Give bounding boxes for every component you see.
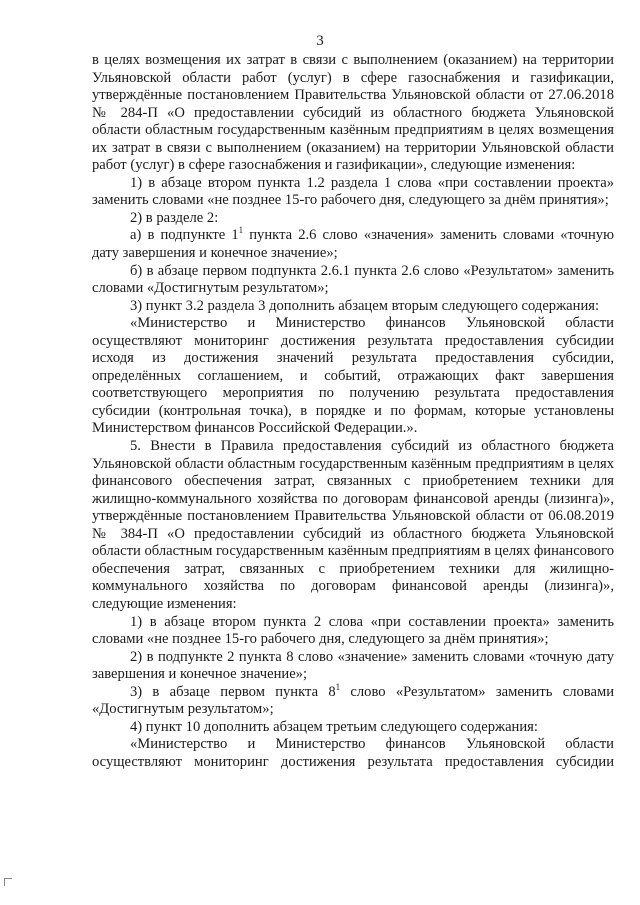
scan-corner-mark — [4, 878, 12, 886]
document-body — [92, 52, 614, 771]
paragraph-item-2a — [92, 227, 614, 262]
superscript: 1 — [238, 225, 244, 236]
paragraph-item-2a-pre: а) в подпункте 1 — [130, 227, 239, 244]
paragraph-quote-1: «Министерство и Министерство финансов Ульяновской области осуществляют мониторинг достижения результата предоставления субсидии исходя из достижения значений результата предоставления субсидии, определённых соглашением, и событий, отражающих факт завершения соответствующего мероприятия по получению результата предоставления субсидии (контрольная точка), в порядке и по формам, которые установлены Министерством финансов Российской Федерации.». — [92, 315, 614, 437]
paragraph-item-5-3-post: слово «Результатом» заменить словами «Достигнутым результатом»; — [92, 683, 615, 718]
paragraph-item-5-3-pre: 3) в абзаце первом пункта 8 — [130, 683, 336, 700]
paragraph-item-5-1: 1) в абзаце втором пункта 2 слова «при составлении проекта» заменить словами «не позднее 15-го рабочего дня, следующего за днём принятия»; — [92, 613, 614, 648]
page-number: 3 — [316, 33, 324, 49]
paragraph-item-2a-post: пункта 2.6 слово «значения» заменить словами «точную дату завершения и конечное значение»; — [92, 227, 614, 262]
superscript: 1 — [335, 681, 341, 692]
paragraph-item-3: 3) пункт 3.2 раздела 3 дополнить абзацем вторым следующего содержания: — [130, 297, 600, 314]
paragraph-item-5-4: 4) пункт 10 дополнить абзацем третьим следующего содержания: — [130, 718, 538, 735]
paragraph-item-2b: б) в абзаце первом подпункта 2.6.1 пункта 2.6 слово «Результатом» заменить словами «Достигнутым результатом»; — [92, 262, 614, 297]
paragraph-section-5: 5. Внести в Правила предоставления субсидий из областного бюджета Ульяновской области областным государственным казённым предприятиям в целях финансового обеспечения затрат, связанных с приобретением техники для жилищно-коммунального хозяйства по договорам финансовой аренды (лизинга)», утверждённые постановлением Правительства Ульяновской области от 06.08.2019 № 384-П «О предоставлении субсидий из областного бюджета Ульяновской области областным государственным казённым предприятиям в целях финансового обеспечения затрат, связанных с приобретением техники для жилищно-коммунального хозяйства по договорам финансовой аренды (лизинга)», следующие изменения: — [92, 438, 614, 612]
paragraph-quote-2: «Министерство и Министерство финансов Ульяновской области осуществляют мониторинг достижения результата предоставления субсидии — [92, 736, 614, 770]
paragraph-item-2: 2) в разделе 2: — [130, 209, 219, 226]
paragraph-item-5-3 — [92, 681, 615, 719]
paragraph-item-5-2: 2) в подпункте 2 пункта 8 слово «значение» заменить словами «точную дату завершения и конечное значение»; — [92, 648, 614, 683]
paragraph-item-1: 1) в абзаце втором пункта 1.2 раздела 1 слова «при составлении проекта» заменить словами «не позднее 15-го рабочего дня, следующего за днём принятия»; — [92, 174, 614, 209]
paragraph-intro: в целях возмещения их затрат в связи с выполнением (оказанием) на территории Ульяновской области работ (услуг) в сфере газоснабжения и газификации, утверждённые постановлением Правительства Ульяновской области от 27.06.2018 № 284-П «О предоставлении субсидий из областного бюджета Ульяновской области областным государственным казённым предприятиям в целях возмещения их затрат в связи с выполнением (оказанием) на территории Ульяновской области работ (услуг) в сфере газоснабжения и газификации», следующие изменения: — [92, 52, 614, 174]
